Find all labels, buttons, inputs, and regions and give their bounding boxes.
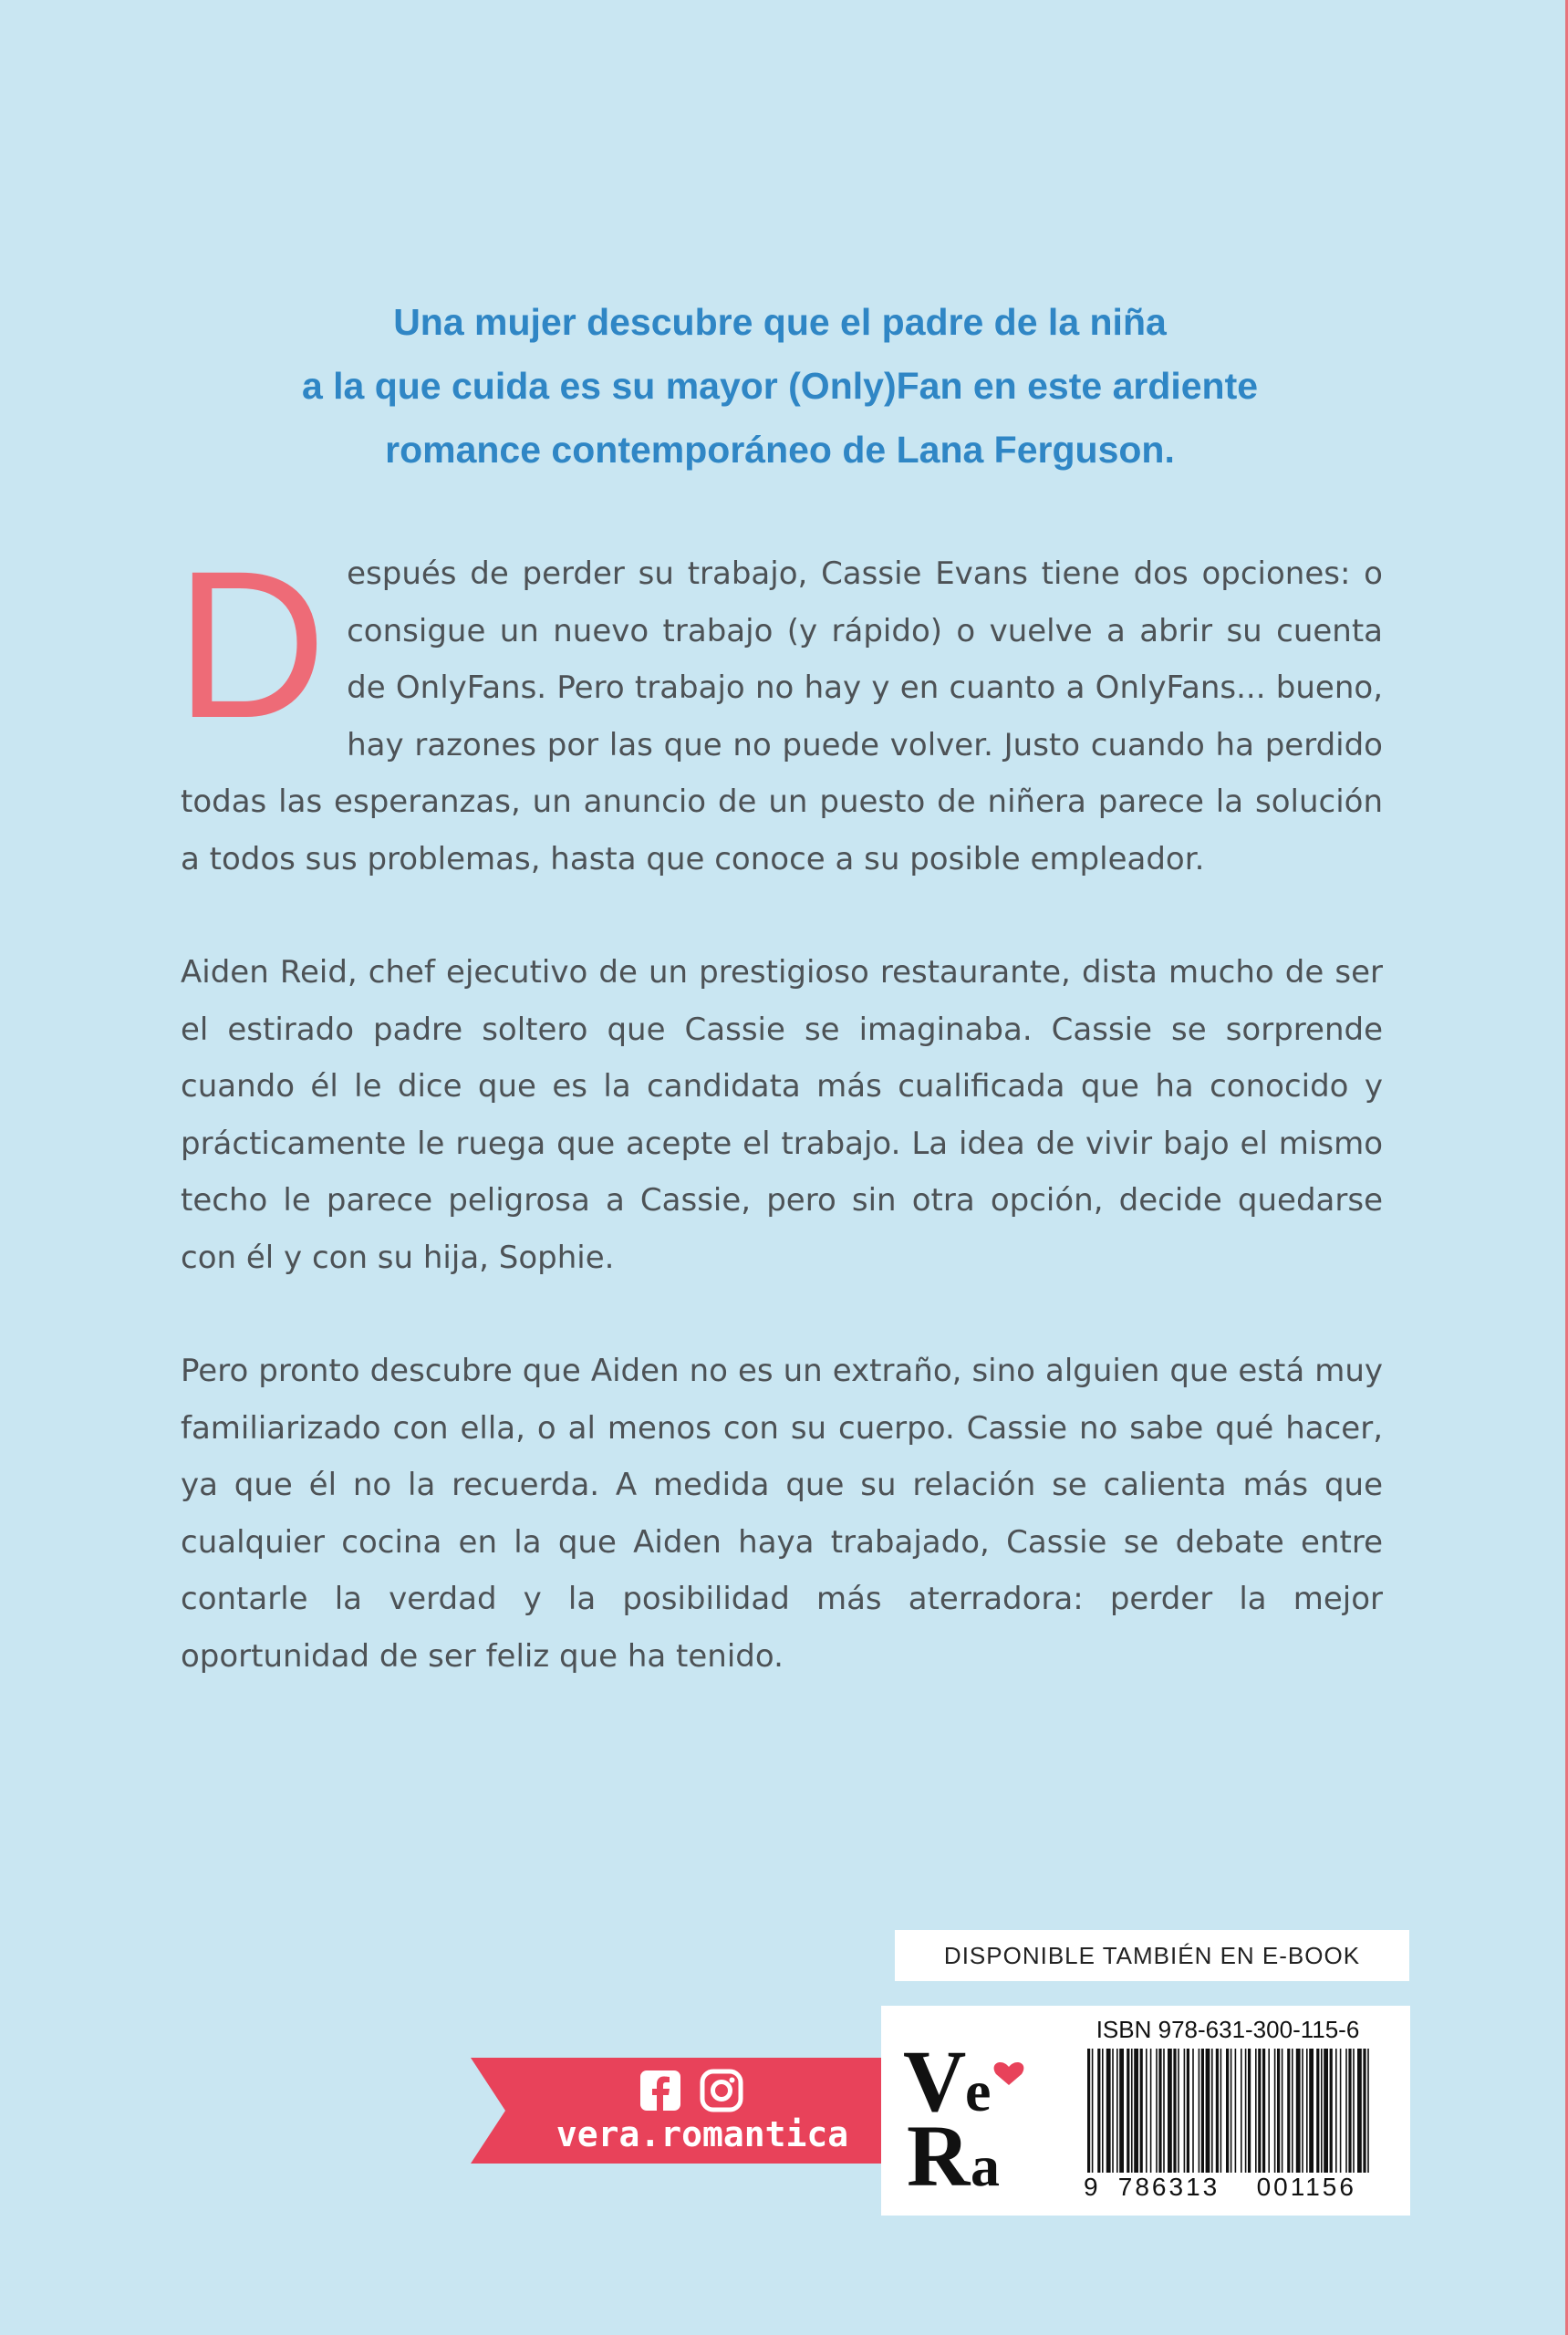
barcode-bar	[1277, 2049, 1280, 2173]
barcode-bar	[1206, 2049, 1210, 2173]
ebook-availability-notice	[895, 1930, 1409, 1981]
barcode-bar	[1302, 2049, 1303, 2173]
barcode-bar	[1287, 2049, 1290, 2173]
tagline-line-1: Una mujer descubre que el padre de la niña	[393, 301, 1167, 343]
barcode-bar	[1274, 2049, 1276, 2173]
barcode-bar	[1201, 2049, 1204, 2173]
barcode-bar	[1321, 2049, 1323, 2173]
barcode-bar	[1087, 2049, 1090, 2173]
barcode-bar	[1226, 2049, 1229, 2173]
tagline-line-2: a la que cuida es su mayor (Only)Fan en este ardiente	[301, 365, 1259, 407]
barcode-bar	[1116, 2049, 1118, 2173]
svg-text:V: V	[903, 2036, 967, 2130]
synopsis	[175, 527, 1383, 1741]
barcode-bar	[1357, 2049, 1362, 2173]
facebook-icon[interactable]	[639, 2069, 682, 2112]
barcode-bar	[1106, 2049, 1111, 2173]
barcode-bar	[1296, 2049, 1301, 2173]
isbn-label: ISBN 978-631-300-115-6	[1096, 2016, 1360, 2043]
barcode-bar	[1309, 2049, 1314, 2173]
barcode-bar	[1220, 2049, 1222, 2173]
barcode-bar	[1119, 2049, 1124, 2173]
svg-text:R: R	[907, 2107, 971, 2191]
barcode-bar	[1102, 2049, 1104, 2173]
barcode-bar	[1146, 2049, 1147, 2173]
social-icons	[639, 2067, 744, 2114]
barcode-bar	[1353, 2049, 1355, 2173]
barcode-bar	[1258, 2049, 1261, 2173]
synopsis-paragraph-1-text: espués de perder su trabajo, Cassie Evans tiene dos opciones: o consigue un nuevo trabajo (y rápido) o vuelve a abrir su cuenta de OnlyFans. Pero trabajo no hay y en cuanto a OnlyFans... bueno, hay razones por las que no puede volver. Justo cuando ha perdido todas las esperanzas, un anuncio de un puesto de niñera parece la solución a todos sus problemas, hasta que conoce a su posible empleador.	[181, 555, 1383, 877]
barcode-bar	[1112, 2049, 1114, 2173]
synopsis-paragraph-2: Aiden Reid, chef ejecutivo de un prestigioso restaurante, dista mucho de ser el estirado padre soltero que Cassie se imaginaba. Cassie se sorprende cuando él le dice que es la candidata más cualificada que ha conocido y prácticamente le ruega que acepte el trabajo. La idea de vivir bajo el mismo techo le parece peligrosa a Cassie, pero sin otra opción, decide quedarse con él y con su hija, Sophie.	[181, 954, 1383, 1276]
drop-cap: D	[175, 527, 327, 762]
barcode-bar	[1255, 2049, 1257, 2173]
barcode	[1085, 2049, 1373, 2173]
barcode-bar	[1097, 2049, 1100, 2173]
barcode-bar	[1134, 2049, 1138, 2173]
barcode-bar	[1178, 2049, 1179, 2173]
svg-text:e: e	[965, 2059, 992, 2123]
barcode-bar	[1306, 2049, 1308, 2173]
barcode-digits	[1084, 2173, 1376, 2202]
barcode-bar	[1282, 2049, 1283, 2173]
barcode-bar	[1363, 2049, 1366, 2173]
barcode-bar	[1131, 2049, 1133, 2173]
ebook-notice-text: DISPONIBLE TAMBIÉN EN E-BOOK	[943, 1941, 1361, 1969]
barcode-bar	[1241, 2049, 1242, 2173]
barcode-bar	[1292, 2049, 1293, 2173]
barcode-bar	[1216, 2049, 1219, 2173]
barcode-bar	[1245, 2049, 1247, 2173]
barcode-bar	[1268, 2049, 1270, 2173]
barcode-bar	[1150, 2049, 1152, 2173]
barcode-bar	[1248, 2049, 1251, 2173]
social-handle[interactable]: vera.romantica	[556, 2114, 849, 2154]
barcode-bar	[1367, 2049, 1369, 2173]
instagram-icon[interactable]	[699, 2068, 744, 2113]
barcode-bar	[1187, 2049, 1189, 2173]
barcode-bar	[1192, 2049, 1194, 2173]
barcode-bar	[1345, 2049, 1347, 2173]
barcode-bar	[1163, 2049, 1165, 2173]
synopsis-paragraph-1	[175, 527, 1383, 887]
synopsis-paragraph-3: Pero pronto descubre que Aiden no es un extraño, sino alguien que está muy familiarizado con ella, o al menos con su cuerpo. Cassie no sabe qué hacer, ya que él no la recuerda. A medida que su relación se calienta más que cualquier cocina en la que Aiden haya trabajado, Cassie se debate entre contarle la verdad y la posibilidad más aterradora: perder la mejor oportunidad de ser feliz que ha tenido.	[181, 1353, 1383, 1675]
barcode-bar	[1168, 2049, 1172, 2173]
barcode-bar	[1335, 2049, 1337, 2173]
vera-logo	[901, 2036, 1038, 2191]
barcode-bar	[1324, 2049, 1328, 2173]
barcode-bar	[1348, 2049, 1351, 2173]
barcode-digits-left: 786313	[1117, 2173, 1220, 2201]
barcode-bar	[1173, 2049, 1176, 2173]
barcode-bar	[1231, 2049, 1232, 2173]
tagline	[155, 290, 1405, 482]
barcode-bar	[1158, 2049, 1161, 2173]
heart-icon	[994, 2062, 1024, 2085]
barcode-bar	[1184, 2049, 1186, 2173]
barcode-bar	[1235, 2049, 1237, 2173]
barcode-bar	[1262, 2049, 1265, 2173]
barcode-bar	[1330, 2049, 1333, 2173]
barcode-bar	[1199, 2049, 1200, 2173]
svg-text:a: a	[971, 2133, 1000, 2191]
barcode-bar	[1340, 2049, 1342, 2173]
barcode-bar	[1211, 2049, 1213, 2173]
barcode-bar	[1156, 2049, 1158, 2173]
barcode-digits-right: 001156	[1256, 2173, 1356, 2201]
barcode-bar	[1127, 2049, 1129, 2173]
barcode-bar	[1092, 2049, 1094, 2173]
barcode-digit-lead: 9	[1084, 2173, 1098, 2201]
barcode-bar	[1316, 2049, 1319, 2173]
barcode-bar	[1140, 2049, 1143, 2173]
tagline-line-3: romance contemporáneo de Lana Ferguson.	[385, 429, 1175, 471]
